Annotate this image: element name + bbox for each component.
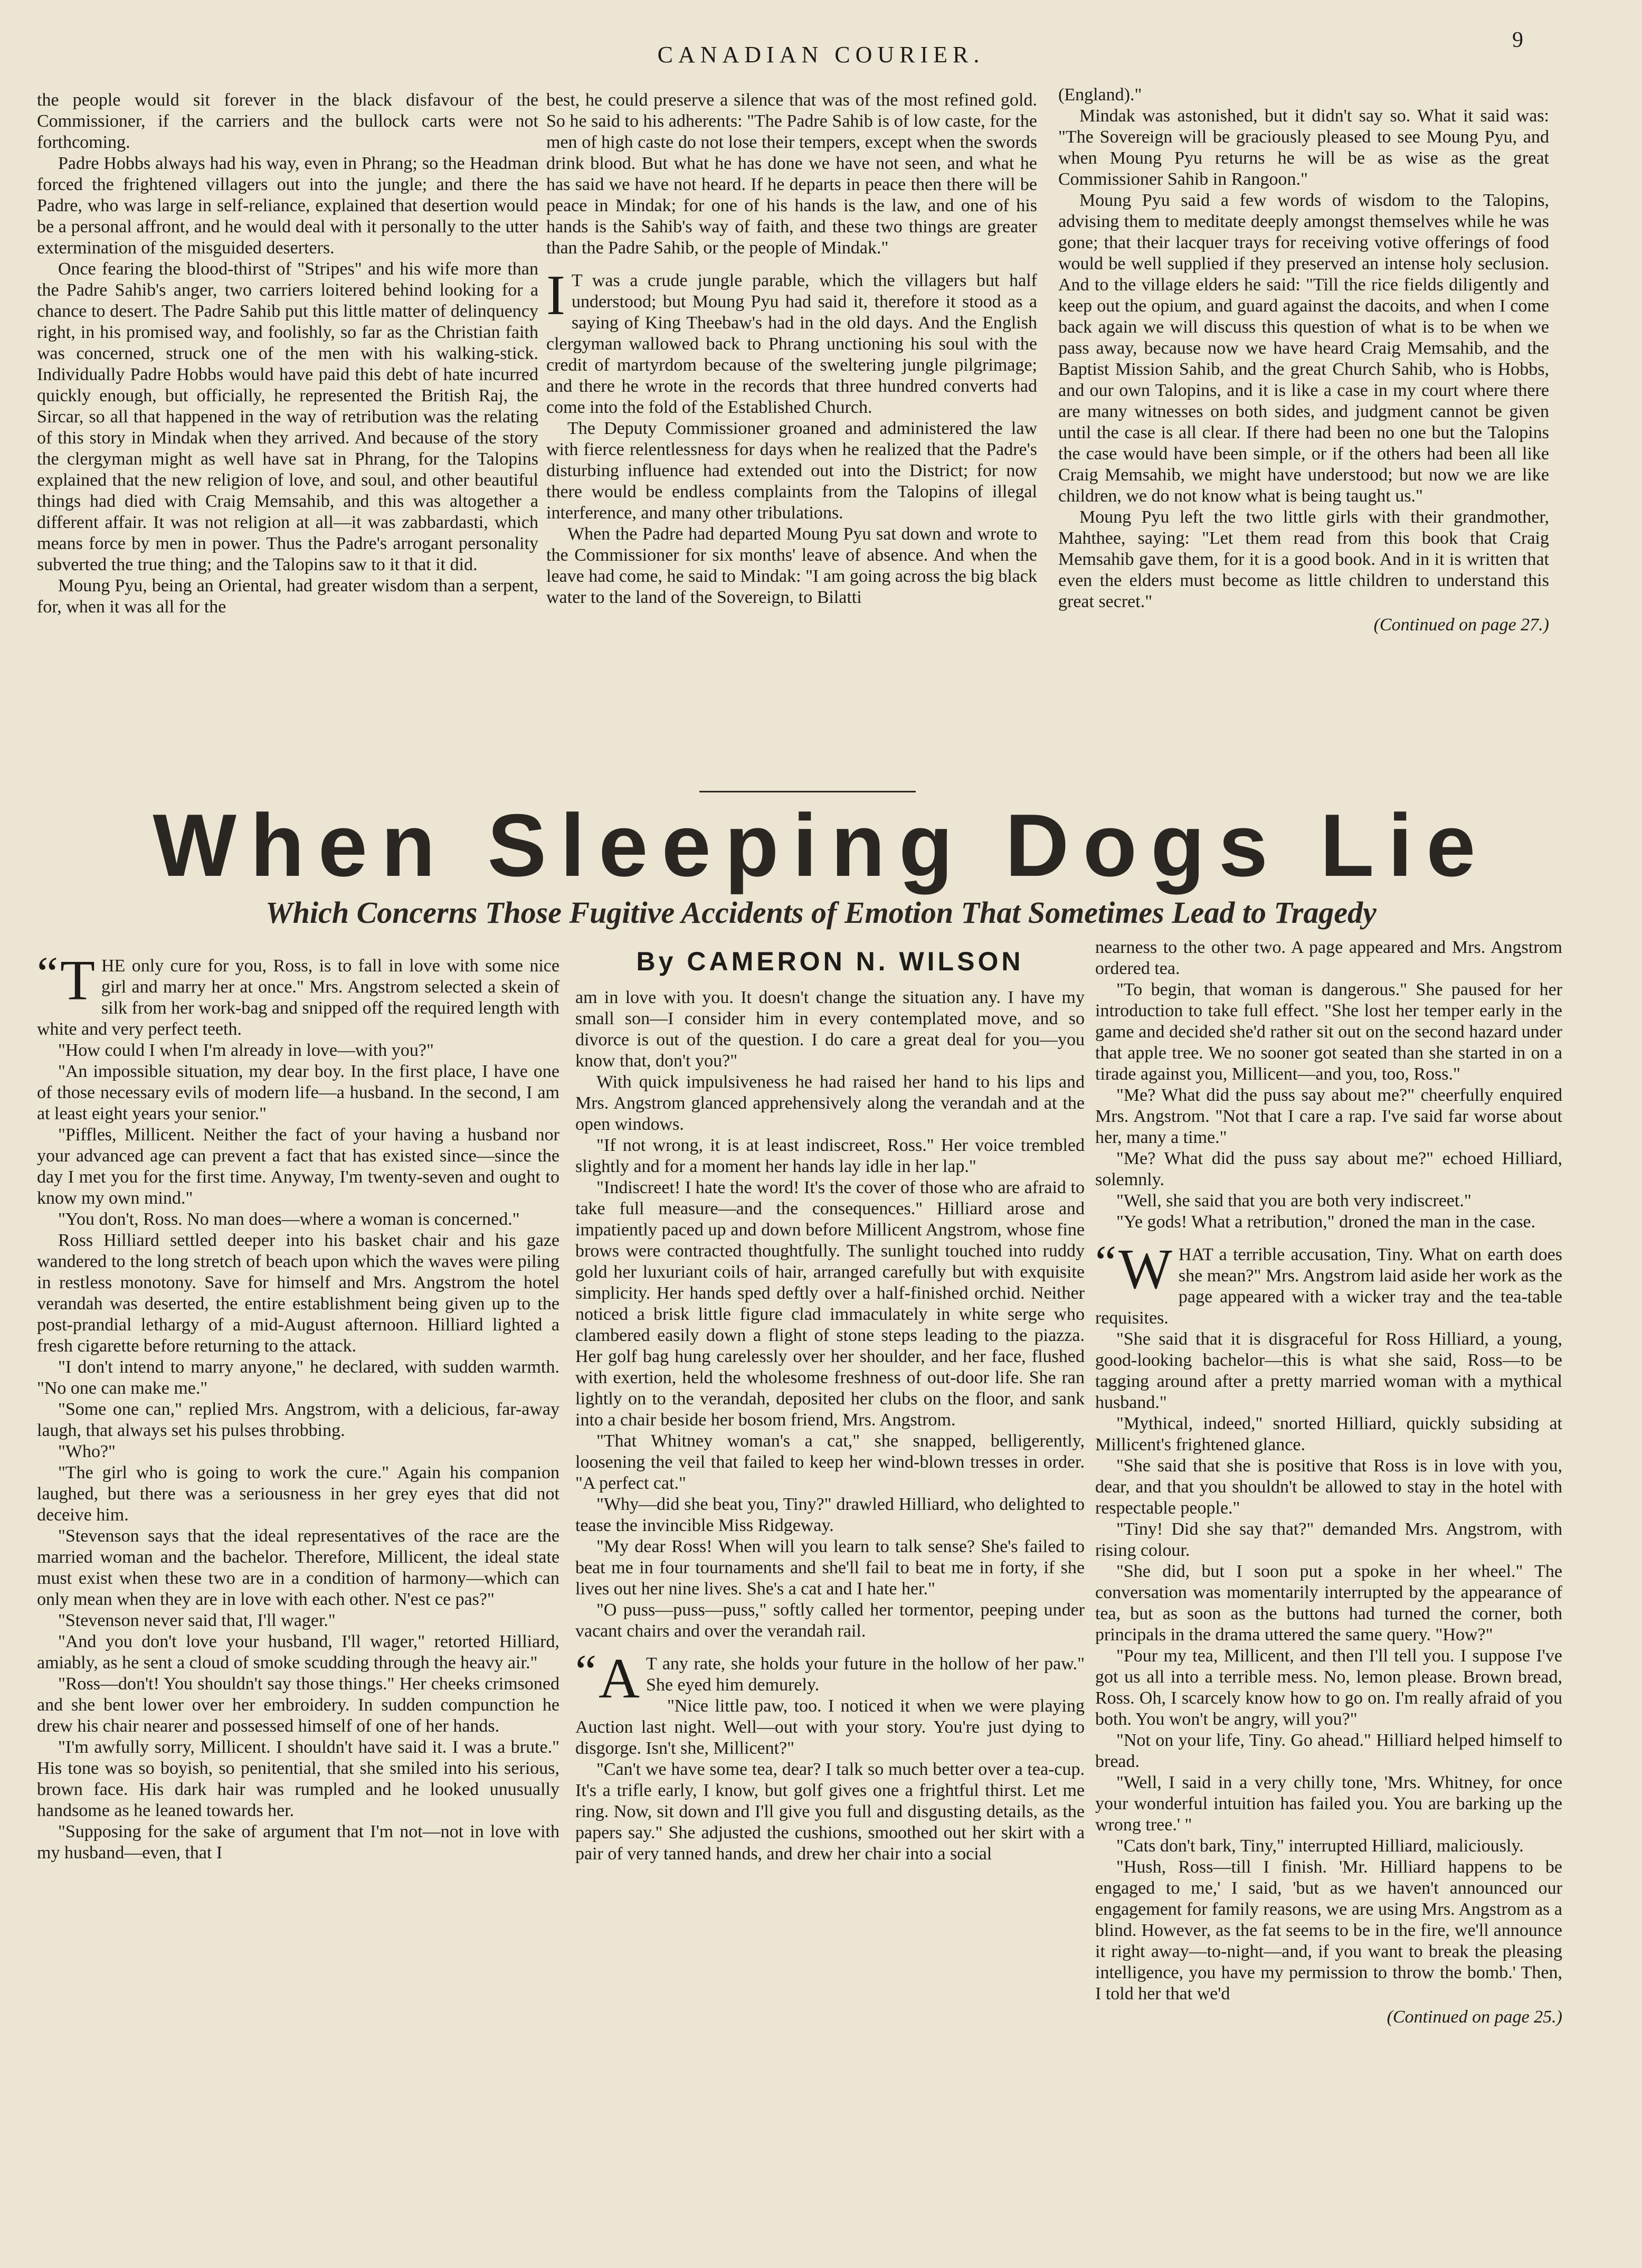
open-quote-mark: “	[575, 1646, 596, 1698]
paragraph: The Deputy Commissioner groaned and administered the law with fierce relentlessness for days when he realized that the Padre's disturbing influence had extended out into the District; for now there would be endless complaints from the Talopins of illegal interference, and many other tribulations.	[546, 419, 1037, 523]
story-column-2	[575, 945, 1085, 2244]
paragraph: "Nice little paw, too. I noticed it when we were playing Auction last night. Well—out with your story. You're just dying to disgorge. Isn't she, Millicent?"	[575, 1696, 1085, 1758]
paragraph	[37, 956, 559, 1040]
story-subheadline: Which Concerns Those Fugitive Accidents of Emotion That Sometimes Lead to Tragedy	[265, 895, 1377, 930]
paragraph: "Who?"	[58, 1442, 116, 1461]
paragraph: "O puss—puss—puss," softly called her tormentor, peeping under vacant chairs and over the verandah rail.	[575, 1600, 1085, 1641]
paragraph: "Piffles, Millicent. Neither the fact of your having a husband nor your advanced age can prevent a fact that has existed since—since the day I met you for the first time. Anyway, I'm twenty-seven and ought to know my own mind."	[37, 1125, 559, 1208]
paragraph	[1095, 1236, 1562, 1329]
paragraph: Ross Hilliard settled deeper into his basket chair and his gaze wandered to the long stretch of beach upon which the waves were piling in restless monotony. Save for himself and Mrs. Angstrom the hotel verandah was deserted, the entire establishment being given up to the post-prandial lethargy of a mid-August afternoon. Hilliard lighted a fresh cigarette before returning to the attack.	[37, 1231, 559, 1356]
paragraph: Once fearing the blood-thirst of "Stripes" and his wife more than the Padre Sahib's anger, two carriers loitered behind looking for a chance to desert. The Padre Sahib put this little matter of delinquency right, in his promised way, and foolishly, so far as the Christian faith was concerned, struck one of the men with his walking-stick. Individually Padre Hobbs would have paid this debt of hate incurred quickly enough, but officially, he represented the British Raj, the Sircar, so all that happened in the way of retribution was the relating of this story in Mindak when they arrived. And because of the story the clergyman might as well have sat in Phrang, for the Talopins explained that the new religion of love, and soul, and other beautiful things had died with Craig Memsahib, and this was altogether a different affair. It was not religion at all—it was zabbardasti, which means force by men in power. Thus the Padre's arrogant personality subverted the true thing; and the Talopins saw to it that it did.	[37, 259, 538, 574]
paragraph: "Hush, Ross—till I finish. 'Mr. Hilliard happens to be engaged to me,' I said, 'but as we haven't announced our engagement for family reasons, we are using Mrs. Angstrom as a blind. However, as the fat seems to be in the fire, we'll announce it right away—to-night—and, if you want to break the pleasing intelligence, you have my permission to throw the bomb.' Then, I told her that we'd	[1095, 1857, 1562, 2004]
paragraph: "To begin, that woman is dangerous." She paused for her introduction to take full effect. "She lost her temper early in the game and decided she'd rather sit out on the second hazard under that apple tree. We no sooner got seated than she started in on a tirade against you, Millicent—and you, too, Ross."	[1095, 980, 1562, 1084]
paragraph: Mindak was astonished, but it didn't say so. What it said was: "The Sovereign will be graciously pleased to see Moung Pyu, and when Moung Pyu returns he will be as wise as the great Commissioner Sahib in Rangoon."	[1058, 106, 1549, 189]
drop-cap: T	[60, 956, 95, 1012]
top-column-3	[1058, 84, 1549, 789]
paragraph: "If not wrong, it is at least indiscreet, Ross." Her voice trembled slightly and for a moment her hands lay idle in her lap."	[575, 1136, 1085, 1176]
paragraph: "You don't, Ross. No man does—where a woman is concerned."	[58, 1209, 520, 1229]
top-column-2	[546, 90, 1037, 789]
paragraph: (England)."	[1058, 85, 1142, 105]
paragraph: "Cats don't bark, Tiny," interrupted Hilliard, maliciously.	[1116, 1836, 1524, 1856]
paragraph: "Some one can," replied Mrs. Angstrom, with a delicious, far-away laugh, that always set his pulses throbbing.	[37, 1400, 559, 1440]
paragraph: "Well, she said that you are both very indiscreet."	[1116, 1191, 1472, 1211]
paragraph: "Me? What did the puss say about me?" cheerfully enquired Mrs. Angstrom. "Not that I care a rap. I've said far worse about her, many a time."	[1095, 1085, 1562, 1147]
paragraph-text: T any rate, she holds your future in the hollow of her paw." She eyed him demurely.	[646, 1654, 1085, 1695]
story-column-1	[37, 956, 559, 2244]
continued-note: (Continued on page 25.)	[1387, 2007, 1562, 2027]
paragraph: "And you don't love your husband, I'll wager," retorted Hilliard, amiably, as he sent a cloud of smoke scudding through the heavy air."	[37, 1632, 559, 1672]
story-column-3	[1095, 937, 1562, 2244]
paragraph: "Not on your life, Tiny. Go ahead." Hilliard helped himself to bread.	[1095, 1731, 1562, 1771]
divider-rule	[699, 791, 916, 792]
paragraph: When the Padre had departed Moung Pyu sat down and wrote to the Commissioner for six months' leave of absence. And when the leave had come, he said to Mindak: "I am going across the big black water to the land of the Sovereign, to Bilatti	[546, 524, 1037, 607]
paragraph: "The girl who is going to work the cure." Again his companion laughed, but there was a seriousness in her grey eyes that did not deceive him.	[37, 1463, 559, 1525]
paragraph: "Tiny! Did she say that?" demanded Mrs. Angstrom, with rising colour.	[1095, 1519, 1562, 1560]
paragraph-text: T was a crude jungle parable, which the villagers but half understood; but Moung Pyu had said it, therefore it stood as a saying of King Theebaw's had in the old days. And the English clergyman wallowed back to Phrang unctioning his soul with the credit of martyrdom because of the sweltering jungle pilgrimage; and there he wrote in the records that three hundred converts had come into the fold of the Established Church.	[546, 271, 1037, 417]
page-number: 9	[1512, 28, 1523, 52]
paragraph: "Stevenson says that the ideal representatives of the race are the married woman and the bachelor. Therefore, Millicent, the ideal state must exist when these two are in a condition of harmony—which can only mean when they are in love with each other. N'est ce pas?"	[37, 1526, 559, 1609]
masthead: CANADIAN COURIER.	[657, 42, 985, 68]
story-headline: When Sleeping Dogs Lie	[153, 796, 1489, 895]
paragraph: "Why—did she beat you, Tiny?" drawled Hilliard, who delighted to tease the invincible Miss Ridgeway.	[575, 1495, 1085, 1535]
paragraph: "Supposing for the sake of argument that I'm not—not in love with my husband—even, that I	[37, 1822, 559, 1863]
byline: By CAMERON N. WILSON	[636, 947, 1024, 976]
drop-cap: I	[546, 264, 565, 327]
paragraph-text: HAT a terrible accusation, Tiny. What on earth does she mean?" Mrs. Angstrom laid aside her work as the page appeared with a wicker tray and the tea-table requisites.	[1095, 1245, 1562, 1328]
paragraph: "How could I when I'm already in love—with you?"	[58, 1041, 434, 1060]
paragraph: Moung Pyu said a few words of wisdom to the Talopins, advising them to meditate deeply amongst themselves while he was gone; that their lacquer trays for receiving votive offerings of food would be well supplied if they preserved an intense holy seclusion. And to the village elders he said: "Till the rice fields diligently and keep out the opium, and guard against the dacoits, and when I come back again we will discuss this question of what is to be when we pass away, because now we have heard Craig Memsahib, and the Baptist Mission Sahib, and the great Church Sahib, who is Hobbs, and our own Talopins, and it is like a case in my court where there are many witnesses on both sides, and judgment cannot be given until the case is all clear. If there had been no one but the Talopins the case would have been simple, or if the others had been all like Craig Memsahib, we might have understood; but now we are like children, we do not know what is being taught us."	[1058, 191, 1549, 506]
paragraph: "Well, I said in a very chilly tone, 'Mrs. Whitney, for once your wonderful intuition has failed you. You are barking up the wrong tree.' "	[1095, 1773, 1562, 1835]
open-quote-mark: “	[37, 956, 58, 1000]
drop-cap: W	[1118, 1238, 1172, 1301]
paragraph: best, he could preserve a silence that was of the most refined gold. So he said to his adherents: "The Padre Sahib is of low caste, for the men of high caste do not lose their tempers, except when the swords drink blood. But what he has done we have not seen, and what he has said we have not heard. If he departs in peace then there will be peace in Mindak; for one of his hands is the law, and one of his hands is the Sahib's way of faith, and these two things are greater than the Padre Sahib, or the people of Mindak."	[546, 90, 1037, 258]
paragraph	[546, 264, 1037, 418]
paragraph: "Me? What did the puss say about me?" echoed Hilliard, solemnly.	[1095, 1149, 1562, 1189]
continued-note: (Continued on page 27.)	[1373, 615, 1549, 635]
paragraph: Moung Pyu left the two little girls with their grandmother, Mahthee, saying: "Let them read from this book that Craig Memsahib gave them, for it is a good book. And in it is written that even the elders must become as little children to understand this great secret."	[1058, 507, 1549, 611]
paragraph: Moung Pyu, being an Oriental, had greater wisdom than a serpent, for, when it was all for the	[37, 576, 538, 617]
paragraph: "My dear Ross! When will you learn to talk sense? She's failed to beat me in four tournaments and she'll fail to beat me in forty, if she lives out her nine lives. She's a cat and I hate her."	[575, 1537, 1085, 1599]
top-column-1	[37, 90, 538, 789]
drop-cap: A	[598, 1647, 640, 1710]
paragraph: "I don't intend to marry anyone," he declared, with sudden warmth. "No one can make me."	[37, 1357, 559, 1398]
paragraph: "Stevenson never said that, I'll wager."	[58, 1611, 336, 1630]
paragraph: "I'm awfully sorry, Millicent. I shouldn't have said it. I was a brute." His tone was so boyish, so penitential, that she smiled into his serious, brown face. His dark hair was rumpled and he looked unusually handsome as he leaned towards her.	[37, 1737, 559, 1820]
open-quote-mark: “	[1095, 1236, 1116, 1289]
paragraph: "Mythical, indeed," snorted Hilliard, quickly subsiding at Millicent's frightened glance.	[1095, 1414, 1562, 1454]
paragraph: "She said that it is disgraceful for Ross Hilliard, a young, good-looking bachelor—this is what she said, Ross—to be tagging around after a pretty married woman with a mythical husband."	[1095, 1329, 1562, 1412]
paragraph: "Ye gods! What a retribution," droned the man in the case.	[1116, 1212, 1536, 1232]
paragraph: "Ross—don't! You shouldn't say those things." Her cheeks crimsoned and she bent lower over her embroidery. In sudden compunction he drew his chair nearer and possessed himself of one of her hands.	[37, 1674, 559, 1736]
paragraph: With quick impulsiveness he had raised her hand to his lips and Mrs. Angstrom glanced apprehensively along the verandah and at the open windows.	[575, 1072, 1085, 1134]
paragraph	[575, 1646, 1085, 1710]
paragraph: "An impossible situation, my dear boy. In the first place, I have one of those necessary evils of modern life—a husband. In the second, I am at least eight years your senior."	[37, 1062, 559, 1123]
paragraph: "She did, but I soon put a spoke in her wheel." The conversation was momentarily interrupted by the appearance of tea, but as soon as the buttons had turned the corner, both principals in the drama uttered the same query. "How?"	[1095, 1562, 1562, 1645]
paragraph: the people would sit forever in the black disfavour of the Commissioner, if the carriers and the bullock carts were not forthcoming.	[37, 90, 538, 152]
paragraph: "Indiscreet! I hate the word! It's the cover of those who are afraid to take full measure—and the consequences." Hilliard arose and impatiently paced up and down before Millicent Angstrom, whose fine brows were contracted thoughtfully. The sunlight touched into ruddy gold her luxuriant coils of hair, arranged carefully but with exquisite simplicity. Her hands sped deftly over a half-finished orchid. Neither noticed a brisk little figure clad immaculately in white serge who clambered easily down a flight of stone steps leading to the piazza. Her golf bag hung carelessly over her shoulder, and her face, flushed with exertion, held the wholesome freshness of out-door life. She ran lightly on to the verandah, deposited her clubs on the floor, and sank into a chair beside her bosom friend, Mrs. Angstrom.	[575, 1178, 1085, 1430]
paragraph: Padre Hobbs always had his way, even in Phrang; so the Headman forced the frightened villagers out into the jungle; and there the Padre, who was large in self-reliance, explained that desertion would be a personal affront, and he would deal with it personally to the utter extermination of the misguided deserters.	[37, 154, 538, 258]
paragraph-text: HE only cure for you, Ross, is to fall in love with some nice girl and marry her at once." Mrs. Angstrom selected a skein of silk from her work-bag and snipped off the required length with white and very perfect teeth.	[37, 956, 559, 1039]
paragraph: "That Whitney woman's a cat," she snapped, belligerently, loosening the veil that failed to keep her wind-blown tresses in order. "A perfect cat."	[575, 1431, 1085, 1493]
paragraph: am in love with you. It doesn't change the situation any. I have my small son—I consider him in every contemplated move, and so divorce is out of the question. I do care a great deal for you—you know that, don't you?"	[575, 988, 1085, 1071]
paragraph: "She said that she is positive that Ross is in love with you, dear, and that you shouldn't be allowed to stay in the hotel with respectable people."	[1095, 1456, 1562, 1518]
paragraph: nearness to the other two. A page appeared and Mrs. Angstrom ordered tea.	[1095, 938, 1562, 978]
paragraph: "Can't we have some tea, dear? I talk so much better over a tea-cup. It's a trifle early, I know, but golf gives one a frightful thirst. Let me ring. Now, sit down and I'll give you full and disgusting details, as the papers say." She adjusted the cushions, smoothed out her skirt with a pair of very tanned hands, and drew her chair into a social	[575, 1760, 1085, 1864]
paragraph: "Pour my tea, Millicent, and then I'll tell you. I suppose I've got us all into a terrible mess. No, lemon please. Brown bread, Ross. Oh, I scarcely know how to go on. I'm really afraid of you both. You won't be angry, will you?"	[1095, 1646, 1562, 1729]
